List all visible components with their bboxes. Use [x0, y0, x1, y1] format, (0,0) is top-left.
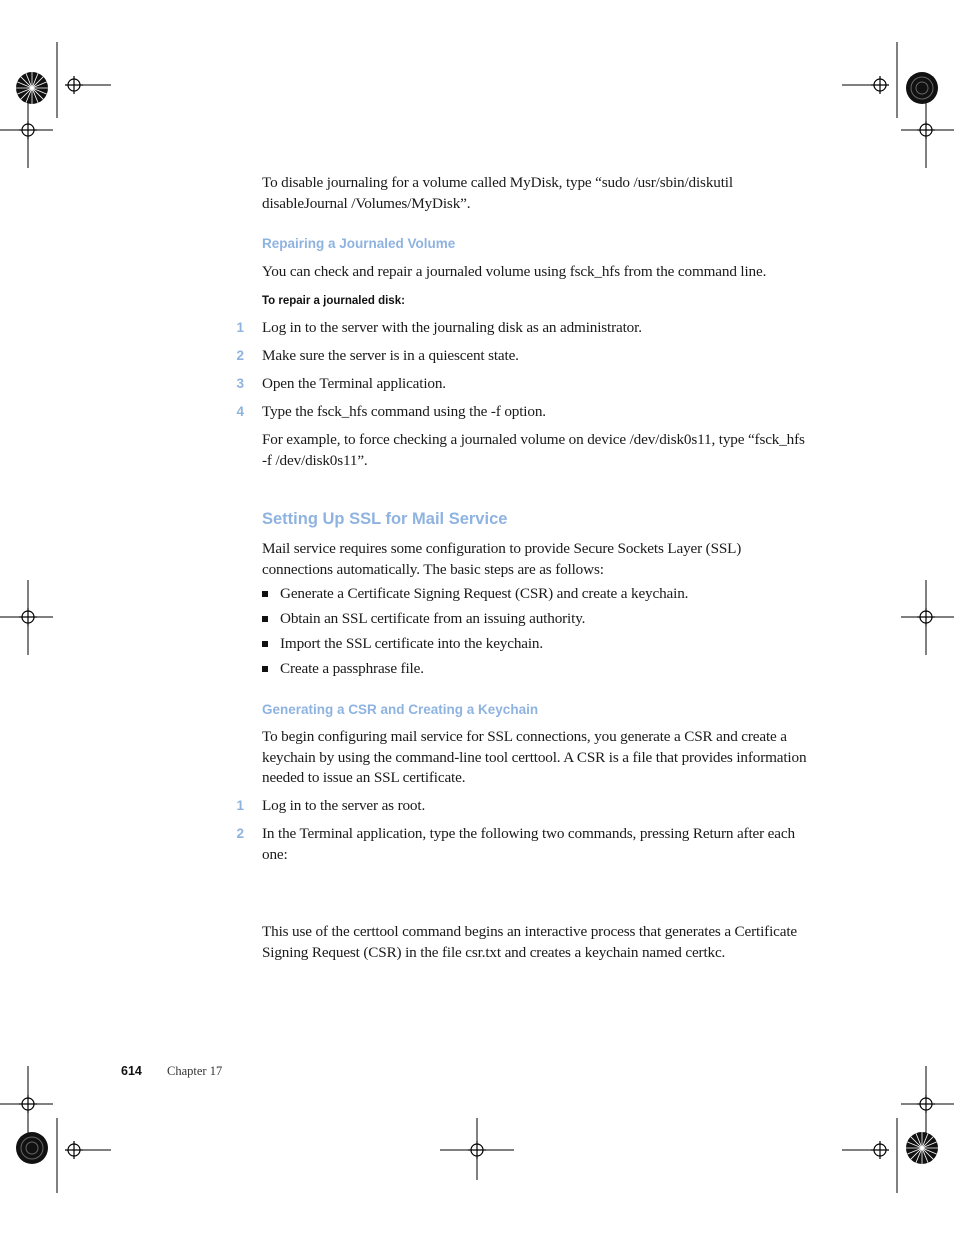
step-text: Log in to the server as root.	[262, 797, 426, 814]
paragraph-csr-closing: This use of the certtool command begins an interactive process that generates a Certificate Signing Request (CSR) in the file csr.txt and creates a keychain named certkc.	[262, 923, 797, 961]
step-number: 4	[236, 404, 244, 419]
step-number: 1	[236, 798, 244, 813]
paragraph-disable-journal: To disable journaling for a volume called MyDisk, type “sudo /usr/sbin/diskutil disableJournal /Volumes/MyDisk”.	[262, 174, 733, 212]
bullet-marker	[262, 641, 268, 647]
bullet-marker	[262, 616, 268, 622]
bullet-item: Obtain an SSL certificate from an issuing authority.	[280, 610, 586, 627]
page-number: 614	[121, 1064, 142, 1078]
task-heading-repair: To repair a journaled disk:	[262, 295, 405, 307]
step-number: 3	[236, 376, 244, 391]
bullet-marker	[262, 666, 268, 672]
heading-generating-csr: Generating a CSR and Creating a Keychain	[262, 702, 539, 717]
step-text: Open the Terminal application.	[262, 375, 446, 392]
heading-repairing-journaled-volume: Repairing a Journaled Volume	[262, 236, 456, 251]
bullet-item: Create a passphrase file.	[280, 660, 424, 677]
step-number: 2	[236, 826, 244, 841]
paragraph-repair-intro: You can check and repair a journaled volume using fsck_hfs from the command line.	[262, 263, 767, 280]
chapter-label: Chapter 17	[167, 1064, 223, 1078]
step-number: 1	[236, 320, 244, 335]
bullet-item: Generate a Certificate Signing Request (CSR) and create a keychain.	[280, 585, 689, 602]
heading-setting-up-ssl: Setting Up SSL for Mail Service	[262, 510, 508, 528]
step-text: Type the fsck_hfs command using the -f option.	[262, 403, 546, 420]
bullet-item: Import the SSL certificate into the keychain.	[280, 635, 544, 652]
step-text: Make sure the server is in a quiescent state.	[262, 347, 519, 364]
paragraph-repair-example: For example, to force checking a journaled volume on device /dev/disk0s11, type “fsck_hfs -f /dev/disk0s11”.	[262, 431, 805, 469]
bullet-marker	[262, 591, 268, 597]
paragraph-ssl-intro: Mail service requires some configuration to provide Secure Sockets Layer (SSL) connections automatically. The basic steps are as follows:	[262, 540, 742, 578]
step-number: 2	[236, 348, 244, 363]
step-text: In the Terminal application, type the following two commands, pressing Return after each one:	[262, 825, 795, 863]
step-text: Log in to the server with the journaling disk as an administrator.	[262, 319, 642, 336]
paragraph-csr-intro: To begin configuring mail service for SSL connections, you generate a CSR and create a keychain by using the command-line tool certtool. A CSR is a file that provides information needed to issue an SSL certificate.	[262, 728, 807, 786]
